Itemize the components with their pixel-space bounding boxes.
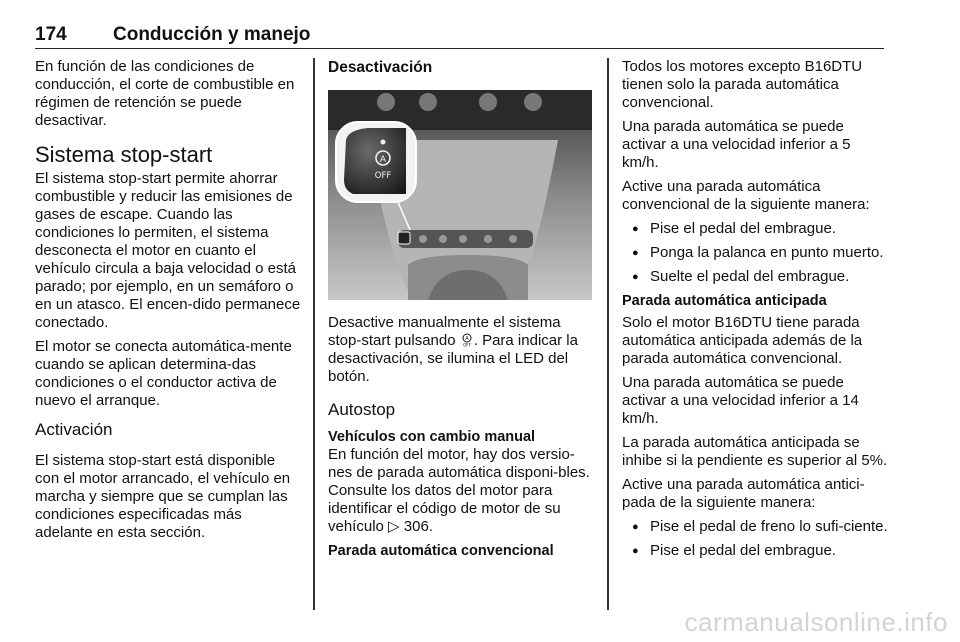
section-heading-stop-start: Sistema stop-start xyxy=(35,142,213,167)
column-1 xyxy=(35,58,301,548)
page-header xyxy=(35,12,884,49)
column-3 xyxy=(622,58,890,566)
conventional-speed-paragraph: Una parada automática se puede activar a una velocidad inferior a 5 km/h. xyxy=(622,118,851,171)
subheading-autostop: Autostop xyxy=(328,400,396,419)
page-number: 174 xyxy=(35,24,67,45)
intro-paragraph: En función de las condiciones de conducción, el corte de combustible en régimen de retención se puede desactivar. xyxy=(35,58,295,129)
activacion-paragraph: El sistema stop-start está disponible con el motor arrancado, el vehículo en marcha y siempre que se cumplan las condiciones especificadas más adelante en esta sección. xyxy=(35,452,291,541)
column-divider-1 xyxy=(313,58,315,610)
conventional-activate-intro: Active una parada automática convencional de la siguiente manera: xyxy=(622,178,870,213)
page-reference-arrow-icon[interactable]: ▷ xyxy=(388,518,400,535)
list-item: ● Pise el pedal del embrague. xyxy=(622,220,890,238)
svg-text:OFF: OFF xyxy=(462,342,471,347)
anticipated-steps-list xyxy=(622,518,890,560)
figure-off-label: OFF xyxy=(374,171,392,181)
list-item: ● Suelte el pedal del embrague. xyxy=(622,268,890,286)
subheading-manual-gearbox: Vehículos con cambio manual xyxy=(328,429,536,445)
stop-start-restart-text: El motor se conecta automática-mente cuando se aplican determina-das condiciones o el conductor activa de nuevo el arranque. xyxy=(35,338,292,409)
list-item: ● Pise el pedal de freno lo sufi-ciente. xyxy=(622,518,890,536)
stop-start-description: El sistema stop-start permite ahorrar combustible y reducir las emisiones de gases de escape. Cuando las condiciones lo permiten, el sistema desconecta el motor en cuanto el vehículo circula a baja velocidad o está parado; por ejemplo, en un semáforo o en un atasco. El encen-dido permanece conectado. xyxy=(35,170,301,331)
svg-text:A: A xyxy=(465,336,469,342)
column-2 xyxy=(328,58,592,564)
deactivation-instruction: Desactive manualmente el sistema stop-start pulsando A OFF . Para indicar la desactivación, se ilumina el LED del botón. xyxy=(328,314,578,385)
column-divider-2 xyxy=(607,58,609,610)
anticipated-speed-paragraph: Una parada automática se puede activar a una velocidad inferior a 14 km/h. xyxy=(622,374,859,427)
subheading-conventional-autostop: Parada automática convencional xyxy=(328,543,554,559)
autostop-versions-paragraph: En función del motor, hay dos versio-nes de parada automática disponi-bles. Consulte los datos del motor para identificar el código de motor de su vehículo ▷ 306. xyxy=(328,446,590,535)
list-item: ● Ponga la palanca en punto muerto. xyxy=(622,244,890,262)
stop-start-button-photo xyxy=(328,90,592,300)
subheading-desactivacion: Desactivación xyxy=(328,59,433,76)
list-item: ● Pise el pedal del embrague. xyxy=(622,542,890,560)
running-title: Conducción y manejo xyxy=(113,24,311,45)
anticipated-slope-paragraph: La parada automática anticipada se inhibe si la pendiente es superior al 5%. xyxy=(622,434,888,469)
auto-stop-off-icon xyxy=(460,333,474,347)
svg-text:A: A xyxy=(379,155,387,165)
engines-paragraph: Todos los motores excepto B16DTU tienen solo la parada automática convencional. xyxy=(622,58,863,111)
subheading-activacion: Activación xyxy=(35,420,113,439)
anticipated-engine-paragraph: Solo el motor B16DTU tiene parada automática anticipada además de la parada automática convencional. xyxy=(622,314,863,367)
watermark-text: carmanualsonline.info xyxy=(684,607,948,637)
subheading-anticipated-autostop: Parada automática anticipada xyxy=(622,293,827,309)
conventional-steps-list xyxy=(622,220,890,286)
anticipated-activate-intro: Active una parada automática antici-pada de la siguiente manera: xyxy=(622,476,865,511)
